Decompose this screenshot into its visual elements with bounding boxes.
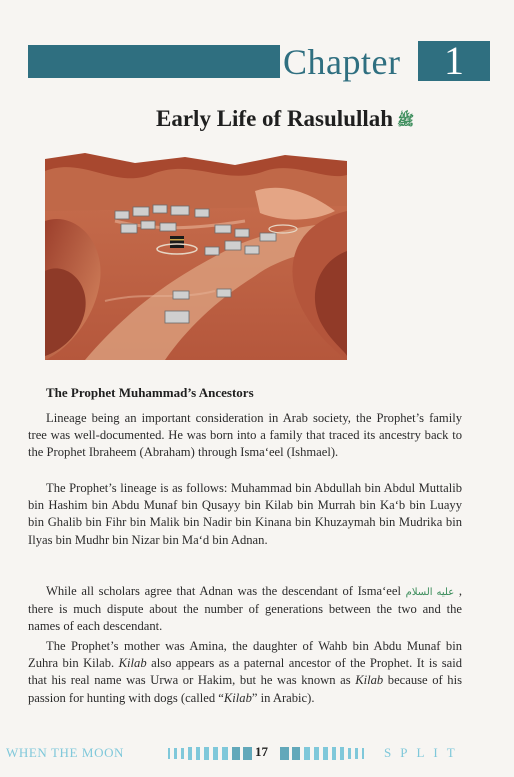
paragraph-4-italic-b: Kilab [355,673,384,688]
paragraph-4-italic-c: Kilab [223,690,252,705]
paragraph-2: The Prophet’s lineage is as follows: Muhammad bin Abdullah bin Abdul Muttalib bin Hashim bin Abdu Munaf bin Qusayy bin Kilab bin Murrah bin Ka‘b bin Luayy bin Ghalib bin Fihr bin Malik bin Nadir bin Kinana bin Khuzaymah bin Mudrika bin Ilyas bin Mudhr bin Nizar bin Ma‘d bin Adnan. [28,481,462,547]
chapter-title-text: Early Life of Rasulullah [156,106,394,131]
mecca-valley-illustration [45,151,347,360]
section-heading: The Prophet Muhammad’s Ancestors [46,385,254,400]
paragraph-4-text-a: The Prophet’s mother was Amina, the daughter of Wahb bin Abdu Munaf bin Zuhra bin Kilab. [28,639,462,671]
valley-picture [45,151,347,360]
paragraph-3-text-b: , there is much dispute about the number of generations between the two and the names of each descendant. [28,584,463,634]
paragraph-4-text-c: because of his passion for hunting with dogs (called “ [28,673,462,705]
chapter-label: Chapter [283,42,401,82]
honorific-symbol-inline: عليه السلام [405,587,455,598]
paragraph-4-italic-a: Kilab [118,656,147,671]
honorific-symbol: ﷺ [397,114,414,129]
footer-book-title-left: WHEN THE MOON [6,745,125,760]
paragraph-4-text-d: ” in Arabic). [251,690,315,705]
chapter-title [156,106,414,132]
paragraph-4-text-b: also appears as a paternal ancestor of the Prophet. It is said that his real name was Urwa or Hakim, but he was known as [28,656,462,688]
page-footer [0,742,514,764]
paragraph-3-text-a: While all scholars agree that Adnan was the descendant of Isma‘eel [46,584,406,598]
chapter-header-bar [28,45,280,78]
paragraph-3 [28,583,462,636]
paragraph-1: Lineage being an important consideration in Arab society, the Prophet’s family tree was well-documented. He was born into a family that traced its ancestry back to the Prophet Ibraheem (Abraham) through Isma‘eel (Ishmael). [28,411,462,460]
paragraph-4 [28,638,462,707]
page-number: 17 [255,744,268,759]
footer-book-title-right: SPLIT [384,745,464,760]
chapter-number: 1 [418,41,490,81]
